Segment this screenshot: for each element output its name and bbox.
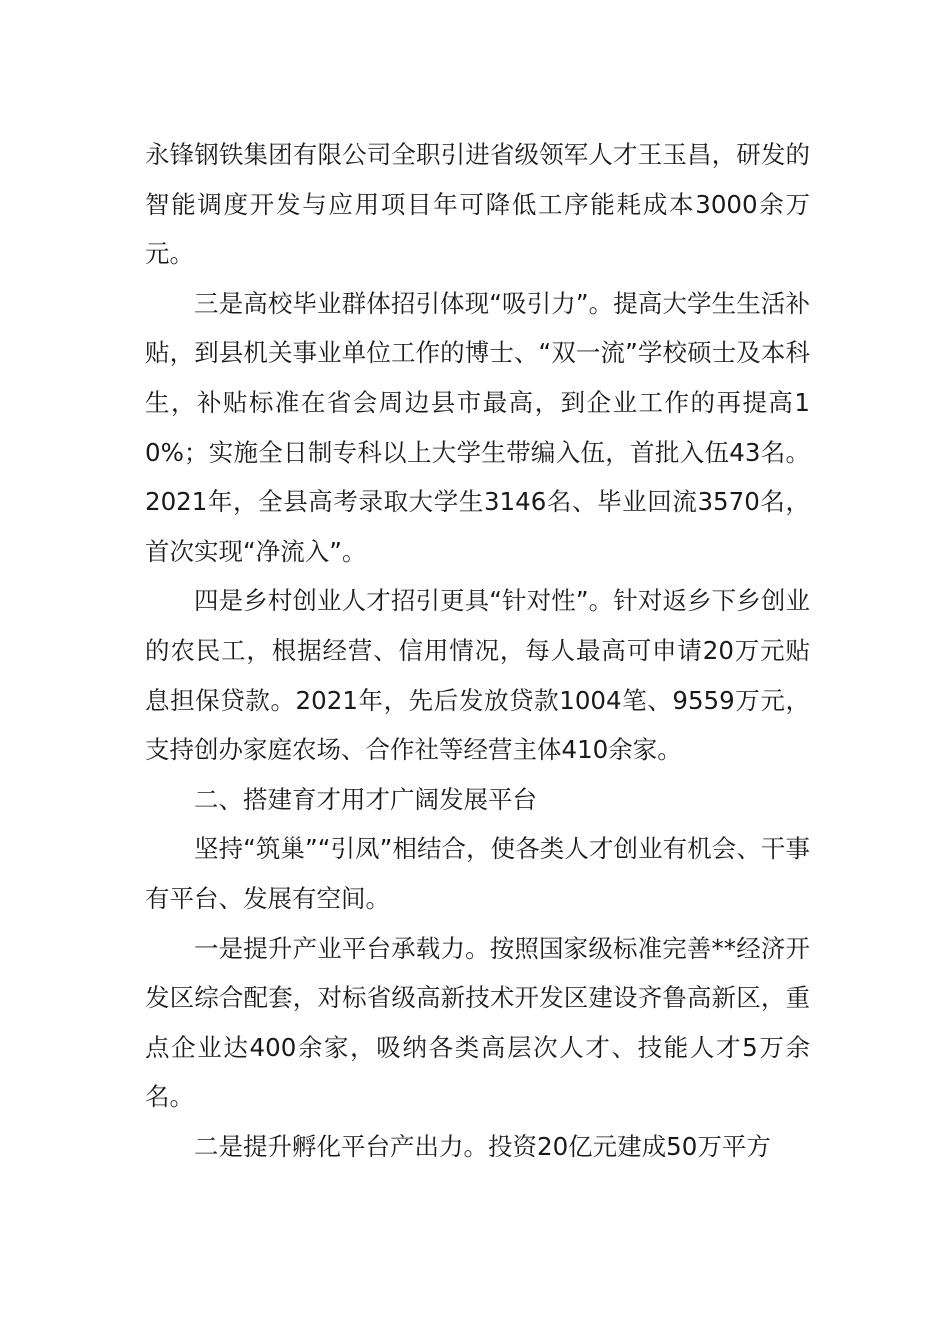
paragraph-continued: 永锋钢铁集团有限公司全职引进省级领军人才王玉昌，研发的智能调度开发与应用项目年可降低工序能耗成本3000余万元。 (145, 140, 810, 269)
document-body (145, 130, 810, 1171)
paragraph-industry-platform: 一是提升产业平台承载力。按照国家级标准完善**经济开发区综合配套，对标省级高新技术开发区建设齐鲁高新区，重点企业达400余家，吸纳各类高层次人才、技能人才5万余名。 (145, 933, 810, 1112)
paragraph-platform-intro: 坚持“筑巢”“引凤”相结合，使各类人才创业有机会、干事有平台、发展有空间。 (145, 834, 810, 913)
section-heading-platform: 二、搭建育才用才广阔发展平台 (194, 784, 537, 814)
paragraph-incubation-platform: 二是提升孵化平台产出力。投资20亿元建成50万平方 (194, 1131, 771, 1161)
paragraph-rural-entrepreneurs: 四是乡村创业人才招引更具“针对性”。针对返乡下乡创业的农民工，根据经营、信用情况，每人最高可申请20万元贴息担保贷款。2021年，先后发放贷款1004笔、9559万元，支持创办家庭农场、合作社等经营主体410余家。 (145, 586, 810, 765)
paragraph-graduate-talent: 三是高校毕业群体招引体现“吸引力”。提高大学生生活补贴，到县机关事业单位工作的博士、“双一流”学校硕士及本科生，补贴标准在省会周边县市最高，到企业工作的再提高10%；实施全日制专科以上大学生带编入伍，首批入伍43名。2021年，全县高考录取大学生3146名、毕业回流3570名，首次实现“净流入”。 (145, 288, 810, 566)
